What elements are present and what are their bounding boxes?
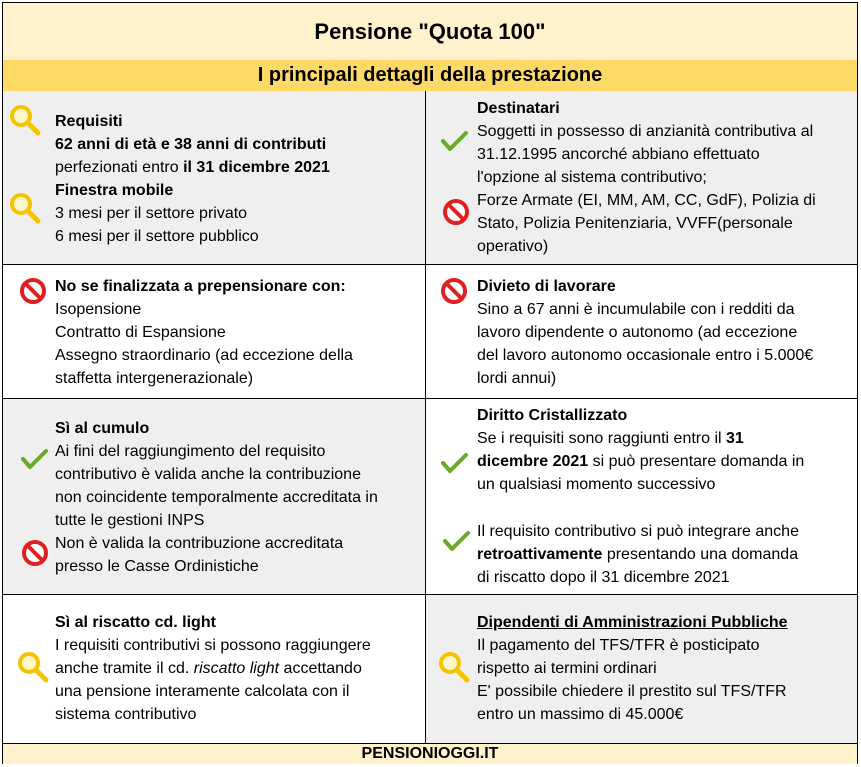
cumulo-line: Non è valida la contribuzione accreditata xyxy=(55,535,344,552)
cumulo-line: tutte le gestioni INPS xyxy=(55,512,205,529)
footer-brand: PENSIONIOGGI.IT xyxy=(3,743,857,764)
destinatari-line: Soggetti in possesso di anzianità contributiva al xyxy=(477,123,814,140)
column-divider xyxy=(425,91,426,743)
requisiti-heading: Requisiti xyxy=(55,113,123,130)
row-divider xyxy=(3,264,857,265)
page-title: Pensione "Quota 100" xyxy=(3,3,857,61)
magnifier-icon xyxy=(17,651,49,683)
dipendenti-heading: Dipendenti di Amministrazioni Pubbliche xyxy=(477,614,788,631)
magnifier-icon xyxy=(9,192,41,224)
diritto-line: dicembre 2021 si può presentare domanda in xyxy=(477,453,805,470)
diritto-line: retroattivamente presentando una domanda xyxy=(477,546,799,563)
requisiti-line: 3 mesi per il settore privato xyxy=(55,205,248,222)
divieto-line: del lavoro autonomo occasionale entro i 5.000€ xyxy=(477,347,814,364)
check-icon xyxy=(438,125,470,157)
row-divider xyxy=(3,398,857,399)
destinatari-line: Stato, Polizia Penitenziaria, VVFF(personale xyxy=(477,215,793,232)
diritto-line: di riscatto dopo il 31 dicembre 2021 xyxy=(477,569,730,586)
destinatari-line: l'opzione al sistema contributivo; xyxy=(477,169,707,186)
cumulo-line: presso le Casse Ordinistiche xyxy=(55,558,259,575)
cumulo-line: Ai fini del raggiungimento del requisito xyxy=(55,443,326,460)
magnifier-icon xyxy=(9,104,41,136)
prepensionare-line: Isopensione xyxy=(55,301,142,318)
check-icon xyxy=(440,525,472,557)
prepensionare-line: Assegno straordinario (ad eccezione della xyxy=(55,347,353,364)
prohibited-icon xyxy=(19,537,51,569)
diritto-line: Il requisito contributivo si può integrare anche xyxy=(477,523,799,540)
prohibited-icon xyxy=(440,196,472,228)
dipendenti-line: entro un massimo di 45.000€ xyxy=(477,706,684,723)
riscatto-line: anche tramite il cd. riscatto light accettando xyxy=(55,660,362,677)
prepensionare-line: Contratto di Espansione xyxy=(55,324,226,341)
dipendenti-line: E' possibile chiedere il prestito sul TFS/TFR xyxy=(477,683,787,700)
diritto-line: Se i requisiti sono raggiunti entro il 31 xyxy=(477,430,744,447)
prohibited-icon xyxy=(17,275,49,307)
diritto-line: un qualsiasi momento successivo xyxy=(477,476,716,493)
divieto-line: lordi annui) xyxy=(477,370,557,387)
divieto-heading: Divieto di lavorare xyxy=(477,278,616,295)
prepensionare-heading: No se finalizzata a prepensionare con: xyxy=(55,278,346,295)
riscatto-line: una pensione interamente calcolata con il xyxy=(55,683,350,700)
diritto-heading: Diritto Cristallizzato xyxy=(477,407,628,424)
check-icon xyxy=(438,447,470,479)
prepensionare-line: staffetta intergenerazionale) xyxy=(55,370,254,387)
divieto-line: Sino a 67 anni è incumulabile con i redditi da xyxy=(477,301,795,318)
requisiti-line: perfezionati entro il 31 dicembre 2021 xyxy=(55,159,330,176)
requisiti-line: 62 anni di età e 38 anni di contributi xyxy=(55,136,327,153)
requisiti-line: 6 mesi per il settore pubblico xyxy=(55,228,259,245)
riscatto-line: I requisiti contributivi si possono raggiungere xyxy=(55,637,371,654)
quota-100-table xyxy=(2,2,858,764)
cumulo-line: contributivo è valida anche la contribuzione xyxy=(55,466,361,483)
divieto-line: lavoro dipendente o autonomo (ad eccezione xyxy=(477,324,798,341)
finestra-heading: Finestra mobile xyxy=(55,182,174,199)
riscatto-heading: Sì al riscatto cd. light xyxy=(55,614,216,631)
destinatari-line: 31.12.1995 ancorché abbiano effettuato xyxy=(477,146,760,163)
dipendenti-line: Il pagamento del TFS/TFR è posticipato xyxy=(477,637,760,654)
riscatto-line: sistema contributivo xyxy=(55,706,197,723)
cumulo-heading: Sì al cumulo xyxy=(55,420,150,437)
destinatari-line: Forze Armate (EI, MM, AM, CC, GdF), Polizia di xyxy=(477,192,816,209)
check-icon xyxy=(18,443,50,475)
destinatari-line: operativo) xyxy=(477,238,549,255)
cell-diritto xyxy=(426,399,857,594)
cumulo-line: non coincidente temporalmente accreditata in xyxy=(55,489,378,506)
dipendenti-line: rispetto ai termini ordinari xyxy=(477,660,657,677)
row-divider xyxy=(3,594,857,595)
page-subtitle: I principali dettagli della prestazione xyxy=(3,60,857,92)
magnifier-icon xyxy=(438,651,470,683)
destinatari-heading: Destinatari xyxy=(477,100,560,117)
prohibited-icon xyxy=(438,275,470,307)
